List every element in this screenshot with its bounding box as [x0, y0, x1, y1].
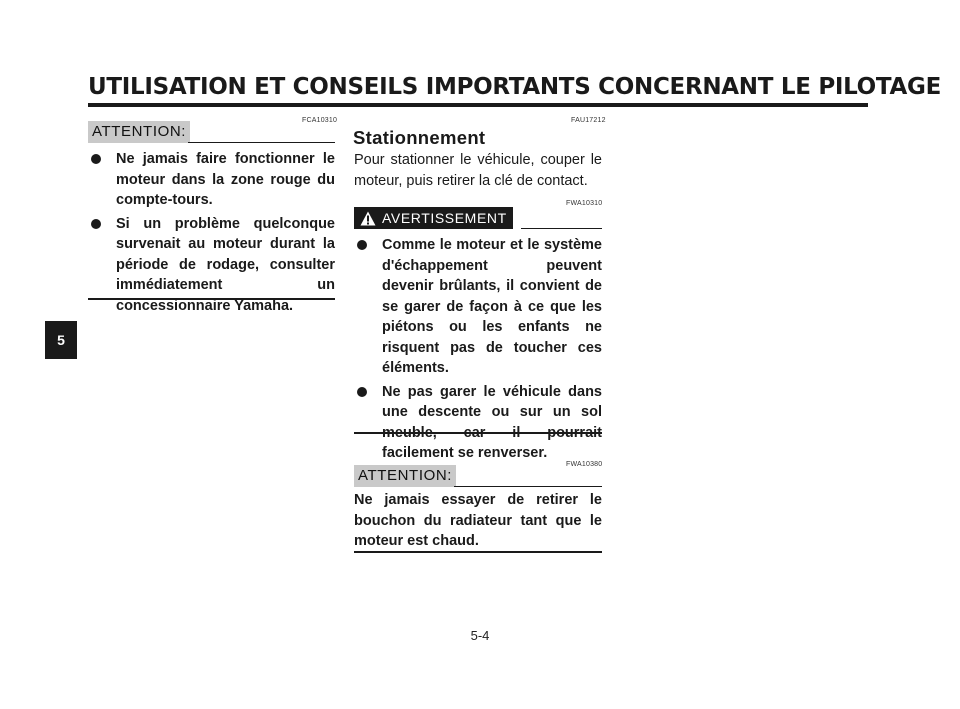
- caution-bullet-item: [88, 149, 335, 211]
- bullet-dot-icon: [91, 154, 101, 164]
- caution-label-line: [188, 142, 335, 143]
- caution-bullet-text: Ne jamais faire fonctionner le moteur dans la zone rouge du compte-tours.: [116, 151, 335, 208]
- warning-label-line: [521, 228, 602, 229]
- warning-end-rule: [354, 432, 602, 434]
- caution-end-rule: [88, 298, 335, 300]
- section-intro-text: Pour stationner le véhicule, couper le moteur, puis retirer la clé de contact.: [354, 152, 602, 189]
- bullet-dot-icon: [357, 240, 367, 250]
- warning-triangle-icon: [360, 211, 376, 226]
- warning-label-text: AVERTISSEMENT: [382, 210, 507, 226]
- warning-bullet-item: [354, 235, 602, 379]
- warning-bullet-item: [354, 382, 602, 464]
- bullet-dot-icon: [357, 387, 367, 397]
- notice-label: ATTENTION:: [354, 465, 456, 487]
- notice-end-rule: [354, 551, 602, 553]
- warning-bullet-text: Ne pas garer le véhicule dans une descente ou sur un sol meuble, car il pourrait facilement se renverser.: [382, 383, 602, 461]
- caution-code: FCA10310: [302, 117, 338, 124]
- caution-label: ATTENTION:: [88, 121, 190, 143]
- caution-bullet-text: Si un problème quelconque survenait au moteur durant la période de rodage, consulter immédiatement un concessionnaire Yamaha.: [116, 215, 335, 314]
- caution-bullet-item: [88, 214, 335, 317]
- notice-label-line: [454, 486, 602, 487]
- warning-label: [354, 207, 513, 229]
- chapter-tab: 5: [45, 321, 77, 359]
- warning-code: FWA10310: [566, 200, 603, 207]
- caution-bullet-list: [88, 149, 335, 319]
- bullet-dot-icon: [91, 219, 101, 229]
- page-header-title: UTILISATION ET CONSEILS IMPORTANTS CONCERNANT LE PILOTAGE: [88, 73, 868, 107]
- warning-bullet-text: Comme le moteur et le système d'échappement peuvent devenir brûlants, il convient de se garer de façon à ce que les piétons ou les enfants ne risquent pas de toucher ces éléments.: [382, 237, 602, 376]
- page-number: 5-4: [470, 628, 490, 643]
- section-title: Stationnement: [353, 127, 486, 148]
- section-code: FAU17212: [571, 117, 606, 124]
- notice-code: FWA10380: [566, 461, 603, 468]
- notice-text: Ne jamais essayer de retirer le bouchon du radiateur tant que le moteur est chaud.: [354, 492, 602, 549]
